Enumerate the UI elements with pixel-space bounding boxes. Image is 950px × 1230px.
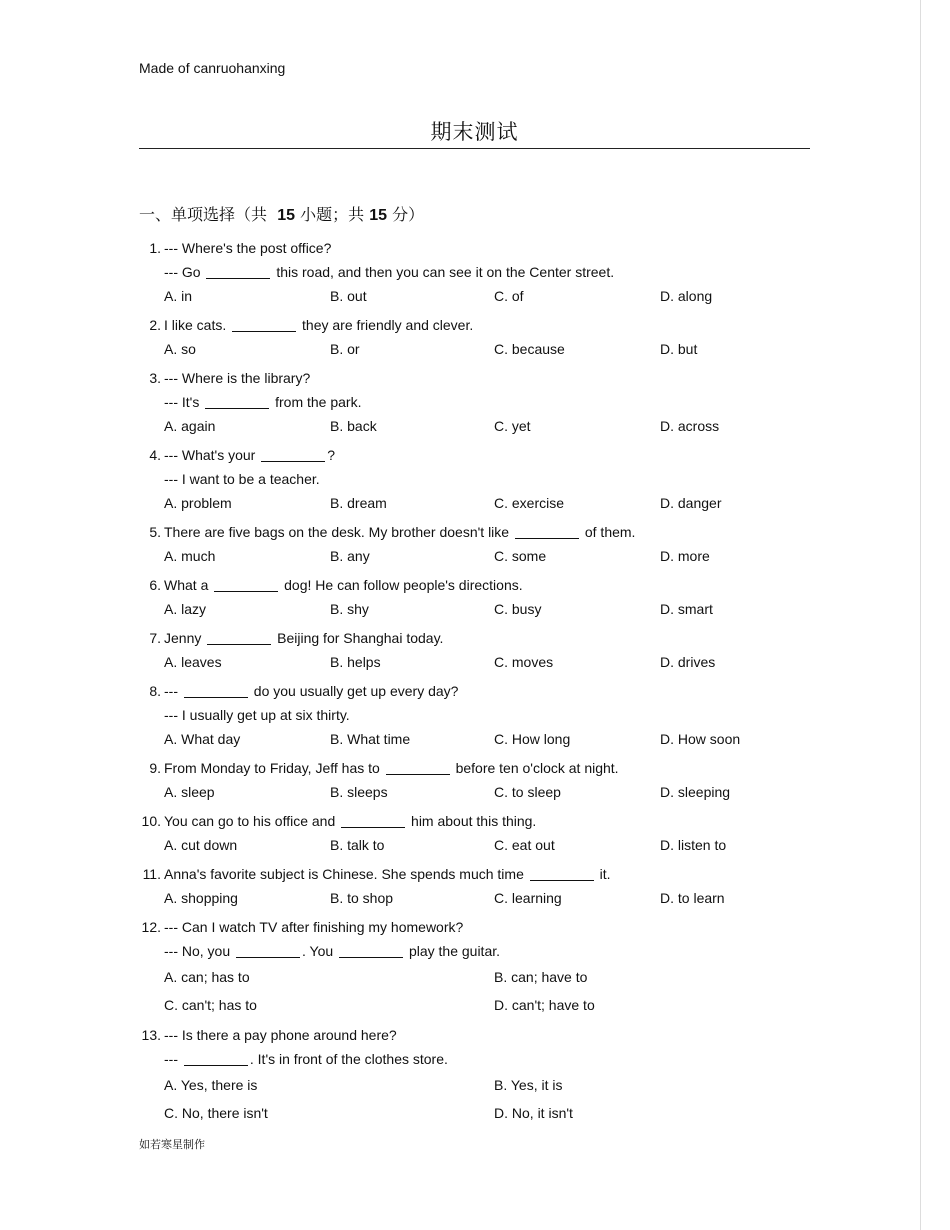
answer-blank bbox=[205, 394, 269, 409]
question-text bbox=[164, 939, 500, 963]
question-text-segment: it. bbox=[595, 866, 611, 882]
answer-blank bbox=[214, 577, 278, 592]
answer-option[interactable]: A. problem bbox=[164, 495, 232, 511]
question-number: 1. bbox=[149, 240, 161, 256]
question-text bbox=[164, 573, 523, 597]
question-item bbox=[139, 313, 810, 366]
question-text-segment: --- I want to be a teacher. bbox=[164, 471, 320, 487]
options-row bbox=[139, 597, 810, 622]
answer-option[interactable]: C. can't; has to bbox=[164, 997, 257, 1013]
question-text-segment: There are five bags on the desk. My brother doesn't like bbox=[164, 524, 513, 540]
question-item bbox=[139, 366, 810, 443]
answer-option[interactable]: B. can; have to bbox=[494, 969, 588, 985]
question-line bbox=[139, 443, 810, 467]
options-row bbox=[139, 833, 810, 858]
answer-blank bbox=[386, 760, 450, 775]
question-text-segment: --- No, you bbox=[164, 943, 235, 959]
answer-blank bbox=[206, 264, 270, 279]
answer-blank bbox=[530, 866, 594, 881]
question-text-segment: --- What's your bbox=[164, 447, 260, 463]
options-row bbox=[139, 284, 810, 309]
question-text bbox=[164, 443, 335, 467]
question-text-segment: this road, and then you can see it on the Center street. bbox=[272, 264, 615, 280]
answer-option[interactable]: C. eat out bbox=[494, 837, 555, 853]
question-text-segment: --- bbox=[164, 1051, 182, 1067]
answer-option[interactable]: D. danger bbox=[660, 495, 722, 511]
options-row bbox=[139, 491, 810, 516]
question-text bbox=[164, 390, 361, 414]
question-text-segment: play the guitar. bbox=[405, 943, 501, 959]
answer-option[interactable]: B. any bbox=[330, 548, 370, 564]
question-text bbox=[164, 313, 473, 337]
question-number: 7. bbox=[149, 630, 161, 646]
answer-blank bbox=[341, 813, 405, 828]
section-suffix: 分） bbox=[392, 205, 425, 224]
options-row bbox=[139, 544, 810, 569]
question-text-segment: from the park. bbox=[271, 394, 362, 410]
answer-option[interactable]: C. some bbox=[494, 548, 547, 564]
question-line bbox=[139, 390, 810, 414]
answer-option[interactable]: B. Yes, it is bbox=[494, 1077, 563, 1093]
question-line bbox=[139, 260, 810, 284]
question-text-segment: From Monday to Friday, Jeff has to bbox=[164, 760, 384, 776]
answer-option[interactable]: B. or bbox=[330, 341, 360, 357]
answer-blank bbox=[339, 943, 403, 958]
page-title: 期末测试 bbox=[430, 120, 519, 144]
question-line bbox=[139, 703, 810, 727]
question-text-segment: him about this thing. bbox=[407, 813, 537, 829]
question-text bbox=[164, 862, 611, 886]
answer-option[interactable]: B. talk to bbox=[330, 837, 385, 853]
question-number: 4. bbox=[149, 447, 161, 463]
section-prefix: 一、单项选择（共 bbox=[139, 205, 268, 224]
question-text-segment: --- Go bbox=[164, 264, 205, 280]
question-text bbox=[164, 260, 614, 284]
section-score: 15 bbox=[369, 207, 387, 224]
answer-blank bbox=[207, 630, 271, 645]
question-text-segment: before ten o'clock at night. bbox=[451, 760, 619, 776]
answer-option[interactable]: D. to learn bbox=[660, 890, 725, 906]
answer-option[interactable]: C. of bbox=[494, 288, 524, 304]
footer-note: 如若寒星制作 bbox=[139, 1138, 205, 1151]
answer-option[interactable]: A. lazy bbox=[164, 601, 207, 617]
question-item bbox=[139, 573, 810, 626]
question-line bbox=[139, 1023, 810, 1047]
answer-option[interactable]: D. but bbox=[660, 341, 698, 357]
answer-option[interactable]: B. sleeps bbox=[330, 784, 388, 800]
answer-option[interactable]: C. learning bbox=[494, 890, 562, 906]
answer-option[interactable]: A. so bbox=[164, 341, 196, 357]
options-row bbox=[139, 727, 810, 752]
answer-option[interactable]: C. How long bbox=[494, 731, 571, 747]
options-row bbox=[139, 337, 810, 362]
question-number: 11. bbox=[142, 866, 161, 882]
question-number: 12. bbox=[141, 919, 161, 935]
answer-blank bbox=[184, 1051, 248, 1066]
options-row bbox=[139, 991, 810, 1019]
answer-option[interactable]: D. drives bbox=[660, 654, 716, 670]
answer-option[interactable]: B. out bbox=[330, 288, 367, 304]
question-item bbox=[139, 1023, 810, 1131]
question-text-segment: dog! He can follow people's directions. bbox=[280, 577, 523, 593]
section-count: 15 bbox=[277, 207, 295, 224]
question-text bbox=[164, 467, 320, 491]
answer-option[interactable]: A. Yes, there is bbox=[164, 1077, 258, 1093]
question-text-segment: . It's in front of the clothes store. bbox=[249, 1051, 448, 1067]
question-number: 3. bbox=[149, 370, 161, 386]
answer-option[interactable]: A. can; has to bbox=[164, 969, 250, 985]
question-text-segment: --- I usually get up at six thirty. bbox=[164, 707, 350, 723]
answer-option[interactable]: D. more bbox=[660, 548, 710, 564]
question-line bbox=[139, 756, 810, 780]
answer-option[interactable]: A. again bbox=[164, 418, 216, 434]
question-line bbox=[139, 939, 810, 963]
options-row bbox=[139, 650, 810, 675]
document-page bbox=[139, 0, 810, 1230]
question-line bbox=[139, 467, 810, 491]
question-line bbox=[139, 626, 810, 650]
section-mid: 小题；共 bbox=[300, 205, 365, 224]
answer-blank bbox=[232, 317, 296, 332]
question-text-segment: I like cats. bbox=[164, 317, 231, 333]
question-item bbox=[139, 862, 810, 915]
header-note: Made of canruohanxing bbox=[139, 60, 286, 76]
question-line bbox=[139, 520, 810, 544]
answer-option[interactable]: D. smart bbox=[660, 601, 713, 617]
answer-option[interactable]: D. can't; have to bbox=[494, 997, 595, 1013]
options-row bbox=[139, 886, 810, 911]
question-line bbox=[139, 366, 810, 390]
question-text bbox=[164, 626, 443, 650]
question-text-segment: --- Is there a pay phone around here? bbox=[164, 1027, 397, 1043]
answer-option[interactable]: C. exercise bbox=[494, 495, 565, 511]
question-item bbox=[139, 679, 810, 756]
question-text bbox=[164, 915, 463, 939]
question-text-segment: --- Where is the library? bbox=[164, 370, 311, 386]
section-heading bbox=[139, 202, 424, 225]
answer-option[interactable]: A. leaves bbox=[164, 654, 222, 670]
question-text-segment: ? bbox=[327, 447, 336, 463]
answer-option[interactable]: D. across bbox=[660, 418, 720, 434]
answer-option[interactable]: C. No, there isn't bbox=[164, 1105, 268, 1121]
question-text-segment: do you usually get up every day? bbox=[249, 683, 459, 699]
answer-option[interactable]: D. listen to bbox=[660, 837, 727, 853]
question-text bbox=[164, 756, 619, 780]
answer-option[interactable]: B. back bbox=[330, 418, 377, 434]
title-rule bbox=[139, 148, 810, 149]
answer-blank bbox=[184, 683, 248, 698]
options-row bbox=[139, 1071, 810, 1099]
question-line bbox=[139, 573, 810, 597]
answer-option[interactable]: B. What time bbox=[330, 731, 411, 747]
options-row bbox=[139, 963, 810, 991]
answer-option[interactable]: A. shopping bbox=[164, 890, 238, 906]
options-row bbox=[139, 1099, 810, 1127]
answer-option[interactable]: B. to shop bbox=[330, 890, 394, 906]
answer-blank bbox=[261, 447, 325, 462]
question-text bbox=[164, 520, 635, 544]
question-item bbox=[139, 520, 810, 573]
options-row bbox=[139, 414, 810, 439]
answer-option[interactable]: C. yet bbox=[494, 418, 531, 434]
question-number: 10. bbox=[141, 813, 161, 829]
question-text-segment: You can go to his office and bbox=[164, 813, 340, 829]
question-text bbox=[164, 1047, 448, 1071]
question-text-segment: of them. bbox=[580, 524, 636, 540]
answer-option[interactable]: C. moves bbox=[494, 654, 554, 670]
question-number: 8. bbox=[149, 683, 161, 699]
question-text-segment: What a bbox=[164, 577, 213, 593]
answer-option[interactable]: D. How soon bbox=[660, 731, 741, 747]
question-text-segment: --- It's bbox=[164, 394, 204, 410]
answer-option[interactable]: A. sleep bbox=[164, 784, 215, 800]
question-text bbox=[164, 1023, 397, 1047]
question-text bbox=[164, 809, 536, 833]
answer-option[interactable]: D. along bbox=[660, 288, 713, 304]
question-line bbox=[139, 313, 810, 337]
answer-option[interactable]: C. busy bbox=[494, 601, 542, 617]
question-text-segment: Beijing for Shanghai today. bbox=[273, 630, 444, 646]
answer-option[interactable]: B. dream bbox=[330, 495, 387, 511]
question-text-segment: Anna's favorite subject is Chinese. She spends much time bbox=[164, 866, 528, 882]
question-number: 9. bbox=[149, 760, 161, 776]
question-text-segment: they are friendly and clever. bbox=[298, 317, 474, 333]
options-row bbox=[139, 780, 810, 805]
question-text-segment: --- bbox=[164, 683, 182, 699]
question-line bbox=[139, 915, 810, 939]
answer-option[interactable]: A. in bbox=[164, 288, 193, 304]
question-item bbox=[139, 756, 810, 809]
question-item bbox=[139, 915, 810, 1023]
answer-option[interactable]: A. much bbox=[164, 548, 216, 564]
answer-option[interactable]: A. cut down bbox=[164, 837, 238, 853]
answer-option[interactable]: D. sleeping bbox=[660, 784, 731, 800]
question-item bbox=[139, 809, 810, 862]
question-line bbox=[139, 236, 810, 260]
answer-blank bbox=[515, 524, 579, 539]
question-text bbox=[164, 236, 331, 260]
question-line bbox=[139, 809, 810, 833]
question-item bbox=[139, 236, 810, 313]
question-number: 6. bbox=[149, 577, 161, 593]
question-item bbox=[139, 626, 810, 679]
answer-option[interactable]: C. to sleep bbox=[494, 784, 561, 800]
question-text bbox=[164, 703, 350, 727]
answer-blank bbox=[236, 943, 300, 958]
question-number: 5. bbox=[149, 524, 161, 540]
question-text-segment: --- Can I watch TV after finishing my homework? bbox=[164, 919, 464, 935]
question-list bbox=[139, 236, 810, 1131]
question-text-segment: Jenny bbox=[164, 630, 206, 646]
question-line bbox=[139, 679, 810, 703]
answer-option[interactable]: D. No, it isn't bbox=[494, 1105, 573, 1121]
question-line bbox=[139, 1047, 810, 1071]
question-line bbox=[139, 862, 810, 886]
question-number: 13. bbox=[141, 1027, 161, 1043]
question-number: 2. bbox=[149, 317, 161, 333]
answer-option[interactable]: B. shy bbox=[330, 601, 369, 617]
question-text bbox=[164, 679, 458, 703]
answer-option[interactable]: C. because bbox=[494, 341, 565, 357]
question-item bbox=[139, 443, 810, 520]
page-edge-divider bbox=[920, 0, 921, 1230]
answer-option[interactable]: B. helps bbox=[330, 654, 381, 670]
answer-option[interactable]: A. What day bbox=[164, 731, 241, 747]
question-text-segment: . You bbox=[302, 943, 338, 959]
question-text bbox=[164, 366, 310, 390]
question-text-segment: --- Where's the post office? bbox=[164, 240, 332, 256]
